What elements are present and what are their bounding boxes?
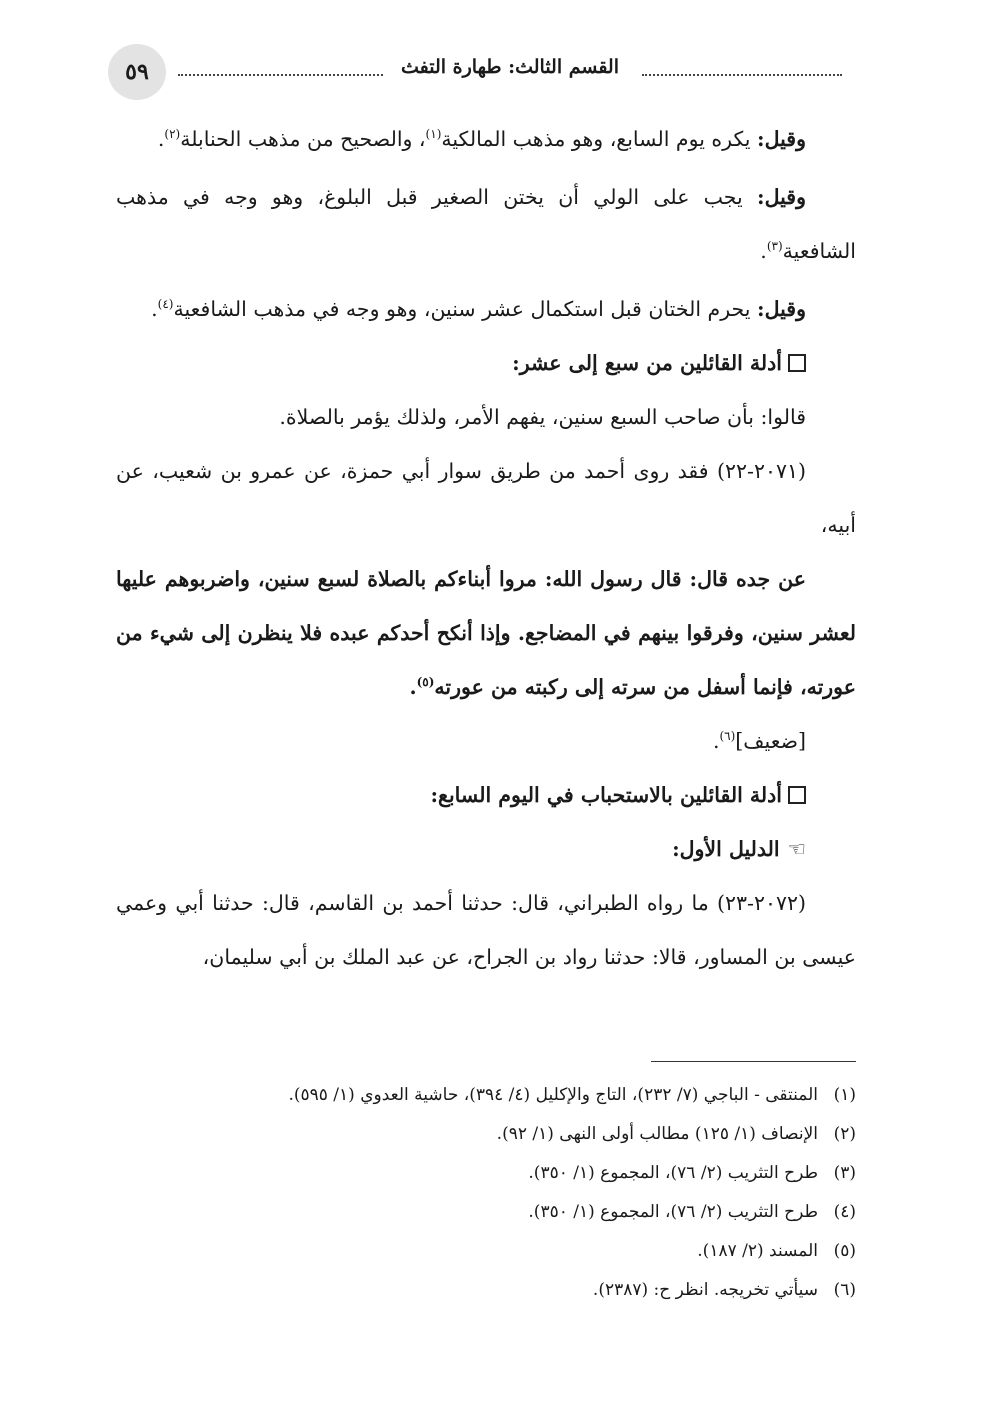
paragraph-2 [116,170,856,278]
paragraph-text: يجب على الولي أن يختن الصغير قبل البلوغ، وهو وجه في مذهب الشافعية [116,185,856,263]
footnote-text: الإنصاف (١/ ١٢٥) مطالب أولى النهى (١/ ٩٢). [496,1124,818,1144]
footnote-ref[interactable]: (١) [425,127,442,142]
paragraph-3 [116,282,856,336]
page-header [0,44,1004,104]
punctuation: . [151,297,158,321]
paragraph-4: قالوا: بأن صاحب السبع سنين، يفهم الأمر، ولذلك يؤمر بالصلاة. [279,405,806,429]
footnote-ref[interactable]: (٦) [719,729,736,744]
heading-text: أدلة القائلين بالاستحباب في اليوم السابع: [430,783,782,807]
section-heading-3 [116,822,806,876]
footnote-number: (٦) [833,1280,856,1300]
punctuation: . [760,239,767,263]
footnote-ref[interactable]: (٢) [164,127,181,142]
footnote-ref[interactable]: (٣) [766,239,783,254]
footnotes [116,1076,856,1310]
footnote-text: طرح التثريب (٢/ ٧٦)، المجموع (١/ ٣٥٠). [528,1163,818,1183]
paragraph-lead: وقيل: [757,127,806,151]
footnote-number: (٥) [833,1241,856,1261]
footnote-separator [651,1061,856,1062]
hadith-body: عن جده قال: قال رسول الله: مروا أبناءكم بالصلاة لسبع سنين، واضربوهم عليها لعشر سنين، وفرقوا بينهم في المضاجع. وإذا أنكح أحدكم عبده فلا ينظرن إلى شيء من عورته، فإنما أسفل من سرته إلى ركبته من عورته [116,567,856,699]
punctuation: . [157,127,165,151]
page-number: ٥٩ [108,44,166,100]
paragraph-text: ، والصحيح من مذهب الحنابلة [180,127,426,151]
footnote-text: سيأتي تخريجه. انظر ح: (٢٣٨٧). [592,1280,818,1300]
paragraph-text: يحرم الختان قبل استكمال عشر سنين، وهو وجه في مذهب الشافعية [173,297,758,321]
footnote-number: (٤) [833,1202,856,1222]
section-heading-2 [116,768,806,822]
main-text [116,112,856,984]
paragraph-lead: وقيل: [757,297,806,321]
paragraph-lead: وقيل: [757,185,806,209]
pointing-hand-icon: ☜ [787,837,806,861]
grading-text: [ضعيف] [735,729,806,753]
footnote-text: المسند (٢/ ١٨٧). [697,1241,818,1261]
footnote-ref[interactable]: (٥) [416,675,435,690]
header-title: القسم الثالث: طهارة التفث [400,56,620,78]
paragraph-text: يكره يوم السابع، وهو مذهب المالكية [441,127,758,151]
punctuation: . [712,729,720,753]
hadith-intro: (٢٠٧١-٢٢) فقد روى أحمد من طريق سوار أبي حمزة، عن عمرو بن شعيب، عن أبيه، [116,459,856,537]
heading-text: أدلة القائلين من سبع إلى عشر: [512,351,782,375]
footnote [116,1271,856,1310]
footnote-text: طرح التثريب (٢/ ٧٦)، المجموع (١/ ٣٥٠). [528,1202,818,1222]
footnote [116,1076,856,1115]
footnote [116,1115,856,1154]
square-checkbox-icon [788,786,806,804]
footnote-number: (٣) [833,1163,856,1183]
footnote-ref[interactable]: (٤) [157,297,174,312]
footnote [116,1154,856,1193]
grading [116,714,856,768]
footnote-number: (٢) [833,1124,856,1144]
footnote [116,1232,856,1271]
hadith-text [116,552,856,714]
header-dotted-rule-left [178,74,383,76]
square-checkbox-icon [788,354,806,372]
section-heading-1 [116,336,806,390]
footnote [116,1193,856,1232]
footnote-text: المنتقى - الباجي (٧/ ٢٣٢)، التاج والإكليل (٤/ ٣٩٤)، حاشية العدوي (١/ ٥٩٥). [288,1085,818,1105]
footnote-number: (١) [833,1085,856,1105]
heading-text: الدليل الأول: [672,837,780,861]
paragraph-8: (٢٠٧٢-٢٣) ما رواه الطبراني، قال: حدثنا أحمد بن القاسم، قال: حدثنا أبي وعمي عيسى بن المساور، قالا: حدثنا رواد بن الجراح، عن عبد الملك بن أبي سليمان، [116,891,856,969]
header-dotted-rule-right [642,74,842,76]
paragraph-1 [116,112,856,166]
punctuation: . [409,675,417,699]
